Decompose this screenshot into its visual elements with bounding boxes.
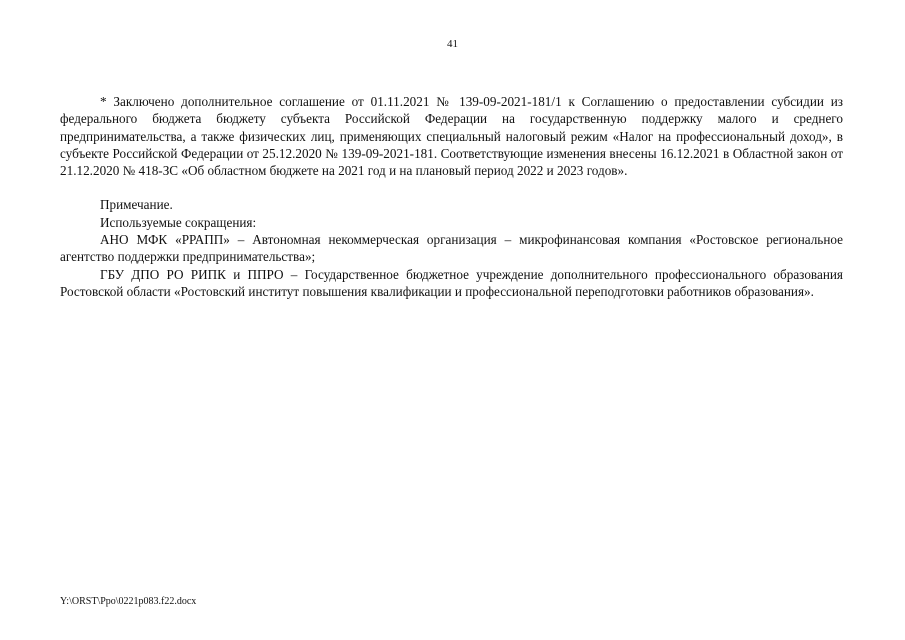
abbreviations-heading: Используемые сокращения: [100,214,257,230]
note-heading: Примечание. [100,197,173,213]
footnote-paragraph: * Заключено дополнительное соглашение от 01.11.2021 № 139-09-2021-181/1 к Соглашению о предоставлении субсидии из федерального бюджета бюджету субъекта Российской Федерации на государственную поддержку малого и среднего предпринимательства, а также физических лиц, применяющих специальный налоговый режим «Налог на профессиональный доход», в субъекте Российской Федерации от 25.12.2020 № 139-09-2021-181. Соответствующие изменения внесены 16.12.2021 в Областной закон от 21.12.2020 № 418-ЗС «Об областном бюджете на 2021 год и на плановый период 2022 и 2023 годов». [60,94,843,179]
abbreviation-item-rrapp: АНО МФК «РРАПП» – Автономная некоммерческая организация – микрофинансовая компания «Ростовское региональное агентство поддержки предпринимательства»; [60,232,843,265]
page-number: 41 [447,38,458,50]
footer-file-path: Y:\ORST\Ppo\0221p083.f22.docx [60,596,197,607]
abbreviation-item-ripk: ГБУ ДПО РО РИПК и ППРО – Государственное бюджетное учреждение дополнительного профессионального образования Ростовской области «Ростовский институт повышения квалификации и профессиональной переподготовки работников образования». [60,266,843,299]
paragraph-gap [60,179,843,196]
document-body [60,93,843,300]
